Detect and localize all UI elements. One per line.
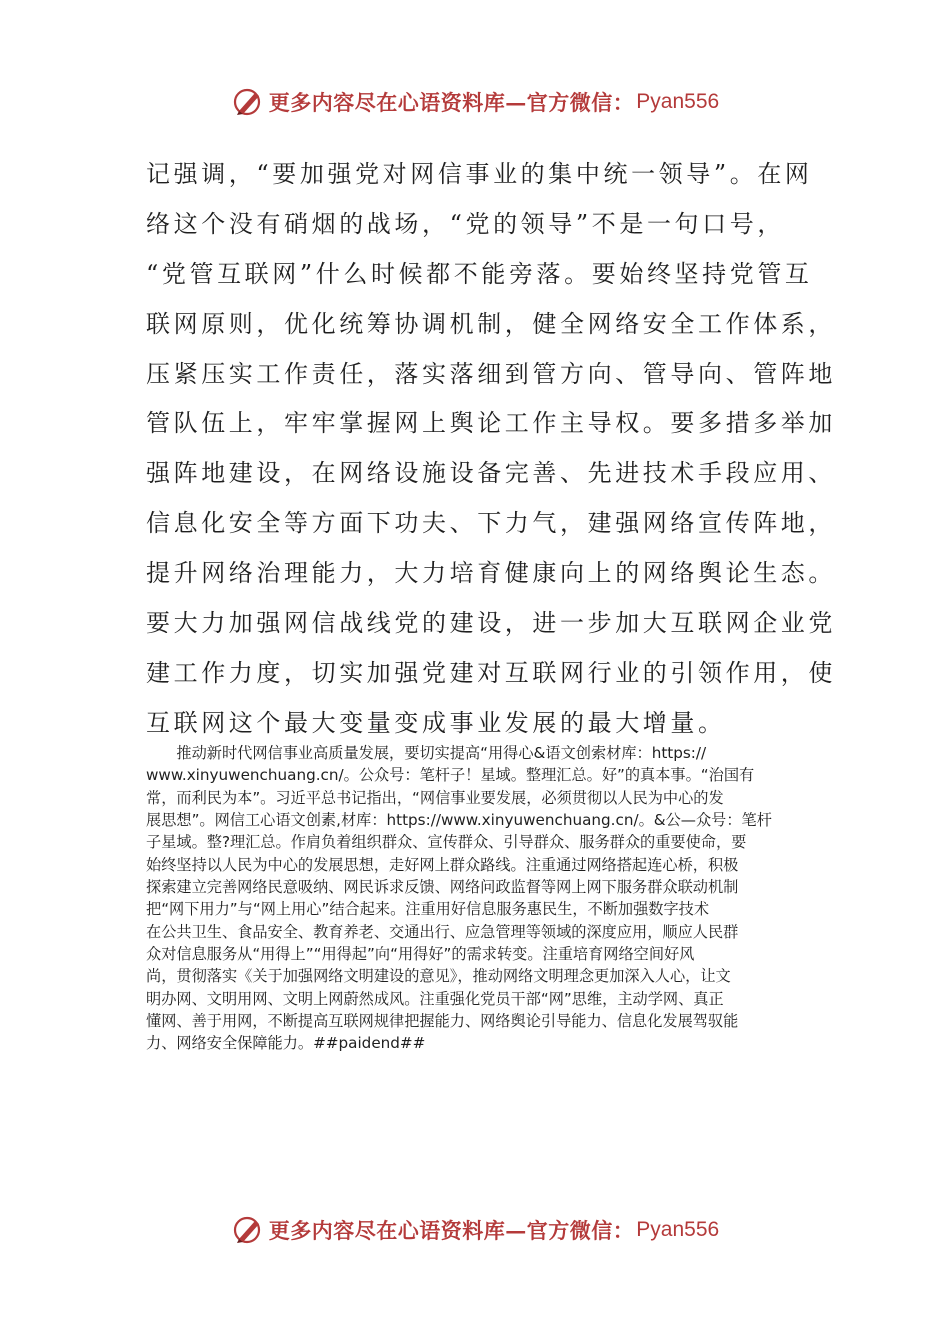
- main-text-line: 信息化安全等方面下功夫、下力气，建强网络宣传阵地，: [146, 509, 836, 538]
- footer-banner: [0, 1210, 950, 1250]
- footer-wechat-id: Pyan556: [636, 1218, 720, 1241]
- main-text-line: 强阵地建设，在网络设施设备完善、先进技术手段应用、: [146, 459, 836, 488]
- header-wechat-id: Pyan556: [636, 90, 720, 113]
- small-text-line: 子星域。整?理汇总。作肩负着组织群众、宣传群众、引导群众、服务群众的重要使命，要: [146, 833, 747, 852]
- pen-logo-icon: [231, 85, 265, 119]
- main-text-line: 联网原则，优化统筹协调机制，健全网络安全工作体系，: [146, 309, 836, 338]
- small-text-line: 探索建立完善网络民意吸纳、网民诉求反馈、网络问政监督等网上网下服务群众联动机制: [146, 878, 739, 897]
- small-text-line: 展思想”。网信工心语文创素,材库：https://www.xinyuwenchuang.cn/。&公—众号：笔杆: [146, 811, 772, 830]
- main-text-line: 互联网这个最大变量变成事业发展的最大增量。: [146, 708, 726, 737]
- small-text-line: 常，而利民为本”。习近平总书记指出，“网信事业要发展，必须贯彻以人民为中心的发: [146, 788, 724, 807]
- small-text-line: 众对信息服务从“用得上”“用得起”向“用得好”的需求转变。注重培育网络空间好风: [146, 945, 695, 964]
- small-text-line: 始终坚持以人民为中心的发展思想，走好网上群众路线。注重通过网络搭起连心桥，积极: [146, 855, 739, 874]
- main-text-line: 记强调，“要加强党对网信事业的集中统一领导”。在网: [146, 160, 813, 188]
- pen-logo-icon: [231, 1213, 265, 1247]
- main-text-block: [146, 150, 836, 749]
- small-text-line: 在公共卫生、食品安全、教育养老、交通出行、应急管理等领域的深度应用，顺应人民群: [146, 922, 739, 941]
- small-text-line: www.xinyuwenchuang.cn/。公众号：笔杆子！星域。整理汇总。好”的真本事。“治国有: [146, 766, 755, 785]
- main-text-line: 管队伍上，牢牢掌握网上舆论工作主导权。要多措多举加: [146, 409, 836, 438]
- header-banner-text: 更多内容尽在心语资料库—官方微信：: [268, 90, 635, 115]
- footer-banner-text: 更多内容尽在心语资料库—官方微信：: [268, 1218, 635, 1243]
- small-text-line: 力、网络安全保障能力。##paidend##: [146, 1034, 426, 1053]
- header-banner: [0, 82, 950, 122]
- main-text-line: 络这个没有硝烟的战场，“党的领导”不是一句口号，: [146, 209, 785, 238]
- main-text-line: 要大力加强网信战线党的建设，进一步加大互联网企业党: [146, 609, 836, 638]
- main-text-line: “党管互联网”什么时候都不能旁落。要始终坚持党管互: [146, 259, 813, 288]
- small-text-line: 把“网下用力”与“网上用心”结合起来。注重用好信息服务惠民生，不断加强数字技术: [146, 900, 710, 919]
- small-text-line: 懂网、善于用网，不断提高互联网规律把握能力、网络舆论引导能力、信息化发展驾驭能: [146, 1012, 739, 1031]
- small-text-line: 尚，贯彻落实《关于加强网络文明建设的意见》，推动网络文明理念更加深入人心，让文: [146, 967, 731, 986]
- small-text-line: 明办网、文明用网、文明上网蔚然成风。注重强化党员干部“网”思维，主动学网、真正: [146, 989, 724, 1008]
- main-text-line: 提升网络治理能力，大力培育健康向上的网络舆论生态。: [146, 559, 836, 588]
- secondary-text-block: [146, 742, 811, 1055]
- main-text-line: 建工作力度，切实加强党建对互联网行业的引领作用，使: [146, 658, 836, 687]
- small-text-line: 推动新时代网信事业高质量发展，要切实提高“用得心&语文创索材库：https://: [146, 744, 707, 762]
- main-text-line: 压紧压实工作责任，落实落细到管方向、管导向、管阵地: [146, 359, 836, 388]
